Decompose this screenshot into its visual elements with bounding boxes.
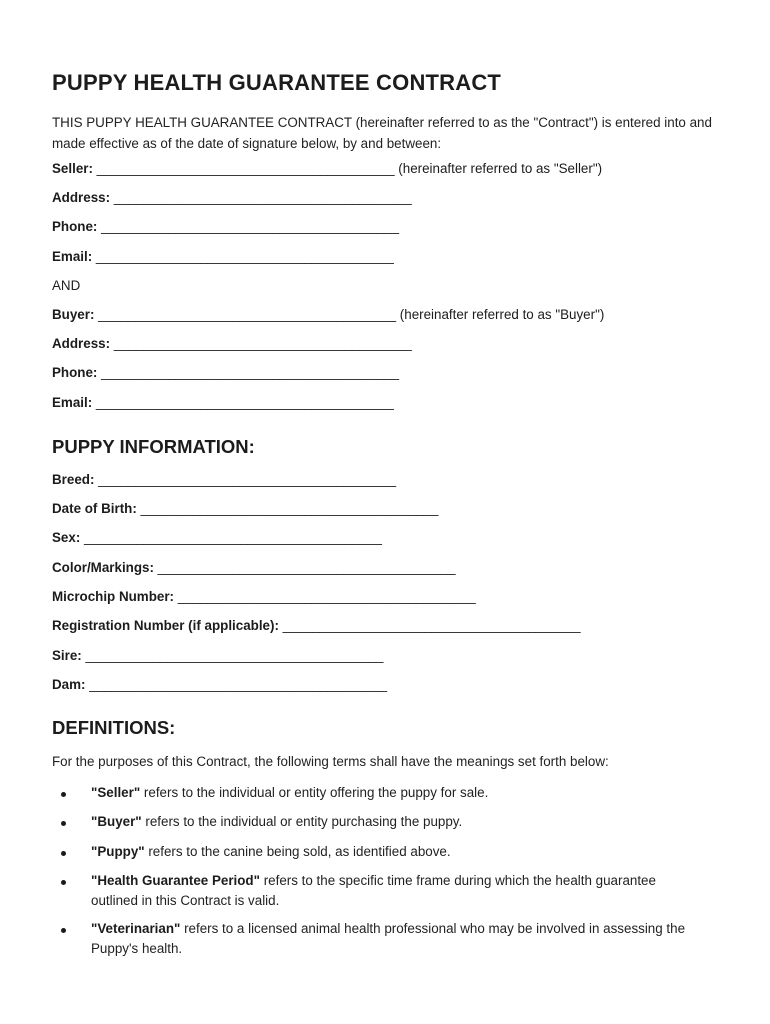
dob-blank[interactable]: ________________________________________ xyxy=(140,501,439,516)
seller-phone-blank[interactable]: ________________________________________ xyxy=(101,219,400,234)
sex-field[interactable] xyxy=(52,530,382,545)
buyer-phone-blank[interactable]: ________________________________________ xyxy=(101,365,400,380)
intro-paragraph: THIS PUPPY HEALTH GUARANTEE CONTRACT (hereinafter referred to as the "Contract") is entered into and made effective as of the date of signature below, by and between: xyxy=(52,115,712,151)
seller-phone-field[interactable] xyxy=(52,219,399,234)
sire-field[interactable] xyxy=(52,648,383,663)
definition-text: refers to the specific time frame during which the health guarantee outlined in this Contract is valid. xyxy=(91,873,656,908)
sire-label: Sire: xyxy=(52,648,82,663)
seller-suffix: (hereinafter referred to as "Seller") xyxy=(398,161,603,176)
puppy-info-heading: PUPPY INFORMATION: xyxy=(52,436,255,457)
definition-text: refers to the individual or entity purchasing the puppy. xyxy=(141,814,463,829)
definition-item-veterinarian xyxy=(91,919,701,959)
registration-field[interactable] xyxy=(52,618,581,633)
bullet-icon xyxy=(61,880,66,885)
seller-address-blank[interactable]: ________________________________________ xyxy=(113,190,412,205)
seller-email-blank[interactable]: ________________________________________ xyxy=(95,249,394,264)
breed-label: Breed: xyxy=(52,472,95,487)
definition-term: "Puppy" xyxy=(91,844,145,859)
definition-term: "Veterinarian" xyxy=(91,921,181,936)
registration-blank[interactable]: ________________________________________ xyxy=(282,618,581,633)
buyer-blank[interactable]: ________________________________________ xyxy=(98,307,397,322)
definition-item-health-guarantee-period xyxy=(91,871,701,911)
sex-label: Sex: xyxy=(52,530,81,545)
definitions-heading: DEFINITIONS: xyxy=(52,717,176,738)
buyer-email-blank[interactable]: ________________________________________ xyxy=(95,395,394,410)
seller-phone-label: Phone: xyxy=(52,219,98,234)
buyer-suffix: (hereinafter referred to as "Buyer") xyxy=(399,307,605,322)
and-separator: AND xyxy=(52,278,81,293)
seller-address-field[interactable] xyxy=(52,190,412,205)
color-markings-field[interactable] xyxy=(52,560,456,575)
sex-blank[interactable]: ________________________________________ xyxy=(84,530,382,545)
definition-text: refers to the individual or entity offering the puppy for sale. xyxy=(140,785,489,800)
seller-field[interactable] xyxy=(52,161,602,176)
page-title: PUPPY HEALTH GUARANTEE CONTRACT xyxy=(52,70,502,95)
registration-label: Registration Number (if applicable): xyxy=(52,618,279,633)
seller-blank[interactable]: ________________________________________ xyxy=(96,161,395,176)
definition-term: "Health Guarantee Period" xyxy=(91,873,260,888)
dob-field[interactable] xyxy=(52,501,438,516)
buyer-field[interactable] xyxy=(52,307,604,322)
microchip-blank[interactable]: ________________________________________ xyxy=(177,589,476,604)
seller-email-field[interactable] xyxy=(52,249,394,264)
buyer-phone-label: Phone: xyxy=(52,365,98,380)
buyer-label: Buyer: xyxy=(52,307,95,322)
buyer-address-field[interactable] xyxy=(52,336,412,351)
dam-blank[interactable]: ________________________________________ xyxy=(89,677,388,692)
bullet-icon xyxy=(61,928,66,933)
buyer-address-blank[interactable]: ________________________________________ xyxy=(113,336,412,351)
definition-text: refers to the canine being sold, as identified above. xyxy=(144,844,451,859)
definitions-intro: For the purposes of this Contract, the following terms shall have the meanings set forth below: xyxy=(52,754,609,769)
dob-label: Date of Birth: xyxy=(52,501,137,516)
seller-email-label: Email: xyxy=(52,249,93,264)
bullet-icon xyxy=(61,851,66,856)
bullet-icon xyxy=(61,792,66,797)
buyer-address-label: Address: xyxy=(52,336,111,351)
bullet-icon xyxy=(61,821,66,826)
seller-label: Seller: xyxy=(52,161,93,176)
breed-blank[interactable]: ________________________________________ xyxy=(98,472,397,487)
buyer-email-label: Email: xyxy=(52,395,93,410)
microchip-field[interactable] xyxy=(52,589,476,604)
definition-term: "Seller" xyxy=(91,785,141,800)
color-markings-blank[interactable]: ________________________________________ xyxy=(157,560,456,575)
buyer-email-field[interactable] xyxy=(52,395,394,410)
definition-item-buyer xyxy=(91,812,701,832)
breed-field[interactable] xyxy=(52,472,396,487)
dam-field[interactable] xyxy=(52,677,387,692)
dam-label: Dam: xyxy=(52,677,86,692)
buyer-phone-field[interactable] xyxy=(52,365,399,380)
seller-address-label: Address: xyxy=(52,190,111,205)
microchip-label: Microchip Number: xyxy=(52,589,175,604)
color-markings-label: Color/Markings: xyxy=(52,560,154,575)
definition-text: refers to a licensed animal health professional who may be involved in assessing the Puppy's health. xyxy=(91,921,686,956)
definition-item-seller xyxy=(91,783,701,803)
definition-term: "Buyer" xyxy=(91,814,142,829)
definition-item-puppy xyxy=(91,842,701,862)
sire-blank[interactable]: ________________________________________ xyxy=(85,648,384,663)
